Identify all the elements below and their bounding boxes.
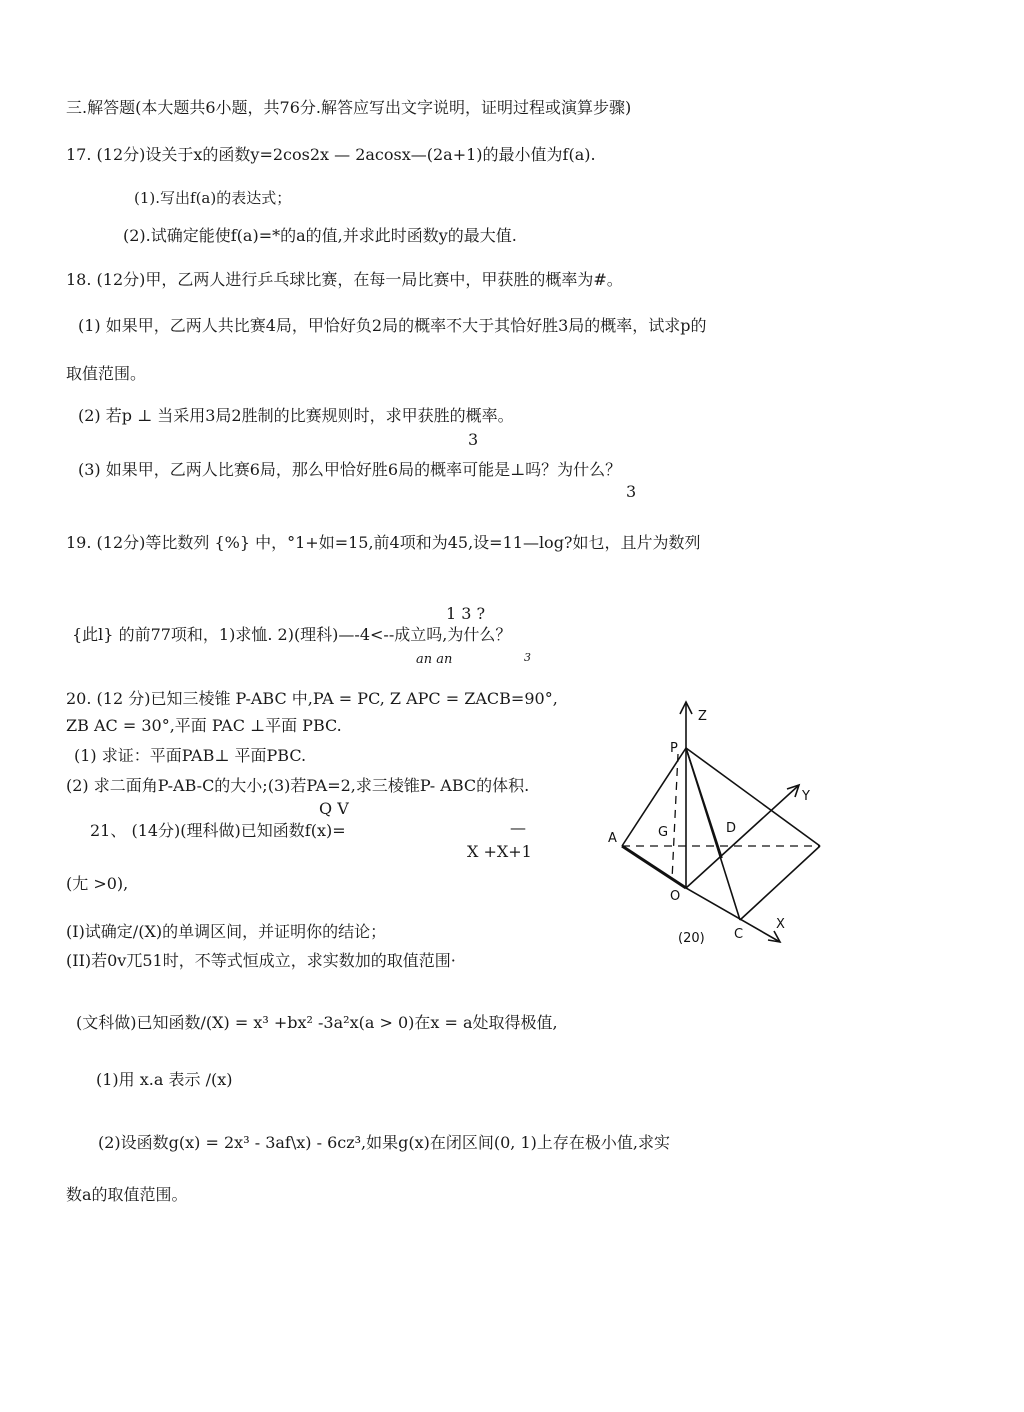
q18-part1-line1: (1) 如果甲，乙两人共比赛4局，甲恰好负2局的概率不大于其恰好胜3局的概率，试求p的 <box>78 316 707 335</box>
q21-fraction-bar: — <box>510 818 526 837</box>
q18-part1-line2: 取值范围。 <box>66 364 147 383</box>
q21-fraction-bottom: X +X+1 <box>467 842 532 861</box>
label-p: P <box>670 741 678 756</box>
label-d: D <box>726 821 737 836</box>
figure-caption: (20) <box>678 931 705 946</box>
q20-line3: (1) 求证：平面PAB⊥ 平面PBC. <box>74 746 307 765</box>
q18-part2-subscript: 3 <box>468 430 479 449</box>
q19-fraction-top: 1 3 ? <box>446 604 486 623</box>
edge-bc <box>740 846 820 920</box>
q17-part2: (2).试确定能使f(a)=*的a的值,并求此时函数y的最大值. <box>123 226 517 245</box>
q20-line1: 20. (12 分)已知三棱锥 P-ABC 中,PA = PC, Z APC = ZACB=90°, <box>66 689 558 708</box>
q21-wenke-part2-line1: (2)设函数g(x) = 2x³ - 3af\x) - 6cz³,如果g(x)在闭区间(0, 1)上存在极小值,求实 <box>98 1133 670 1152</box>
label-c: C <box>734 927 744 942</box>
dashed-line-pg <box>672 754 678 880</box>
q21-wenke-part2-line2: 数a的取值范围。 <box>66 1185 188 1204</box>
q21-wenke-part1: (1)用 x.a 表示 /(x) <box>96 1070 233 1089</box>
label-a: A <box>608 831 617 846</box>
q18-part2: (2) 若p ⊥ 当采用3局2胜制的比赛规则时，求甲获胜的概率。 <box>78 406 514 425</box>
label-x: X <box>776 917 785 932</box>
q20-line2: ZB AC = 30°,平面 PAC ⊥平面 PBC. <box>66 716 342 735</box>
label-o: O <box>670 889 681 904</box>
label-g: G <box>658 825 669 840</box>
q21-condition: (尢 >0), <box>66 874 129 893</box>
q21-wenke-line: (文科做)已知函数/(X) = x³ +bx² -3a²x(a > 0)在x = a处取得极值, <box>76 1013 558 1032</box>
edge-pb <box>686 748 820 846</box>
q21-line1: 21、 (14分)(理科做)已知函数f(x)= <box>90 821 346 840</box>
q19-subscript-an: an an <box>416 652 453 667</box>
q17-stem: 17. (12分)设关于x的函数y=2cos2x — 2acosx—(2a+1)的最小值为f(a). <box>66 145 596 164</box>
section-heading: 三.解答题(本大题共6小题，共76分.解答应写出文字说明，证明过程或演算步骤) <box>66 98 632 117</box>
label-z: Z <box>698 709 707 724</box>
segment-pd <box>686 748 722 858</box>
q21-part2: (II)若0v兀51时，不等式恒成立，求实数加的取值范围· <box>66 951 456 970</box>
q19-line2: {此l} 的前77项和，1)求恤. 2)(理科)—-4<--成立吗,为什么？ <box>72 625 512 644</box>
q21-part1: (I)试确定/(X)的单调区间，并证明你的结论； <box>66 922 387 941</box>
q20-line4: (2) 求二面角P-AB-C的大小;(3)若PA=2,求三棱锥P- ABC的体积. <box>66 776 530 795</box>
pyramid-figure <box>606 690 836 955</box>
q18-part3-subscript: 3 <box>626 482 637 501</box>
q21-fraction-top: Q V <box>319 799 349 818</box>
q17-part1: (1).写出f(a)的表达式； <box>134 189 292 207</box>
edge-ao <box>622 846 686 888</box>
q18-stem: 18. (12分)甲，乙两人进行乒乓球比赛，在每一局比赛中，甲获胜的概率为#。 <box>66 270 623 289</box>
q19-subscript-3: 3 <box>524 651 531 664</box>
label-y: Y <box>802 789 810 804</box>
q18-part3: (3) 如果甲，乙两人比赛6局，那么甲恰好胜6局的概率可能是⊥吗？为什么？ <box>78 460 622 479</box>
q19-stem: 19. (12分)等比数列 {%} 中，°1+如=15,前4项和为45,设=11—log?如乜，且片为数列 <box>66 533 701 552</box>
